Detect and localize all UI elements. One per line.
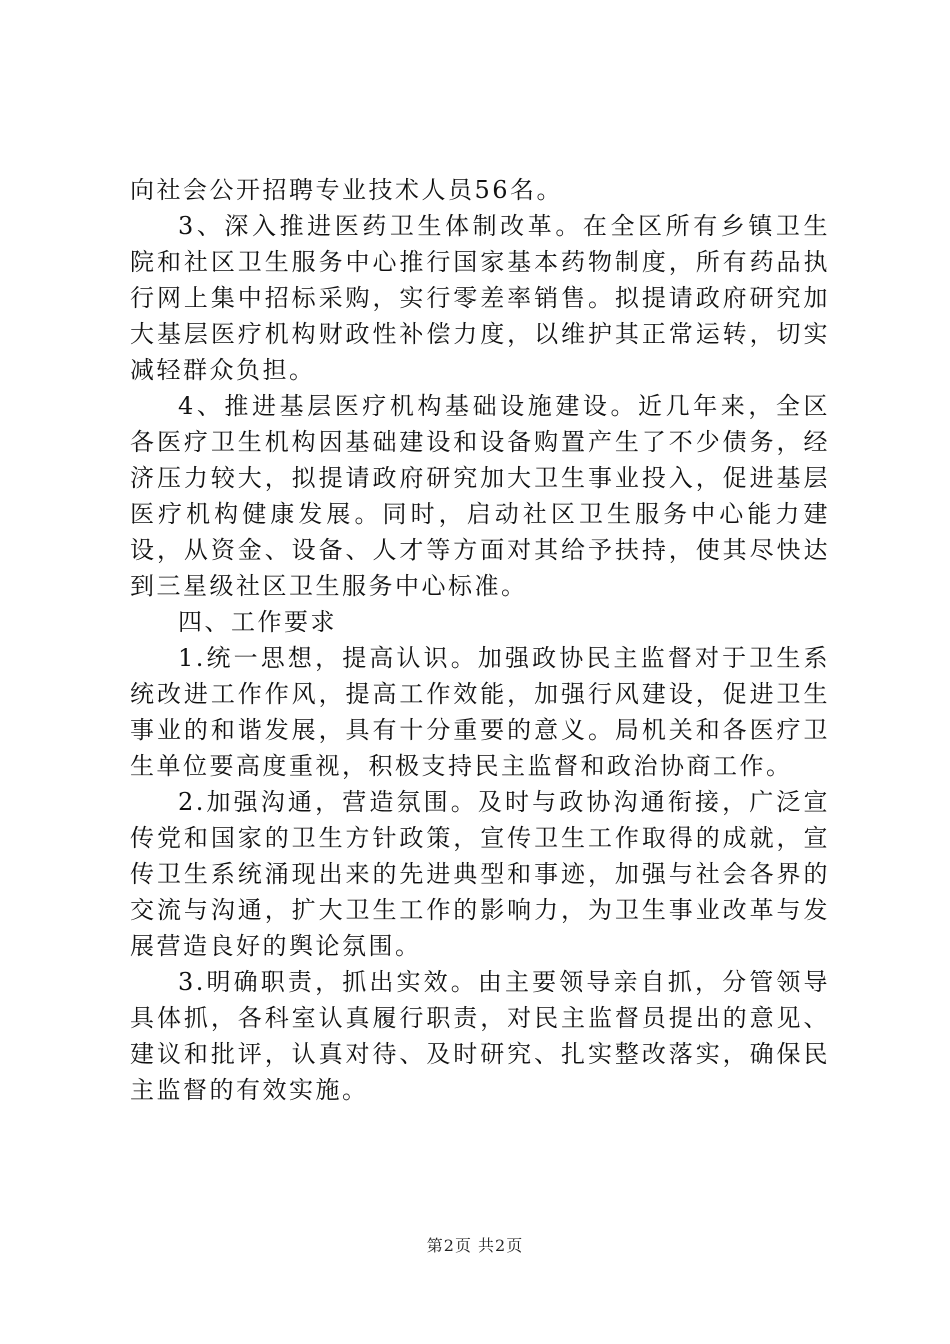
paragraph-requirement-3: 3.明确职责，抓出实效。由主要领导亲自抓，分管领导具体抓，各科室认真履行职责，对民主监督员提出的意见、建议和批评，认真对待、及时研究、扎实整改落实，确保民主监督的有效实施。 — [130, 968, 830, 1104]
paragraph-requirement-1: 1.统一思想，提高认识。加强政协民主监督对于卫生系统改进工作作风，提高工作效能，加强行风建设，促进卫生事业的和谐发展，具有十分重要的意义。局机关和各医疗卫生单位要高度重视，积极支持民主监督和政治协商工作。 — [130, 644, 830, 780]
paragraph-continuation: 向社会公开招聘专业技术人员56名。 — [130, 176, 564, 204]
paragraph-item-4: 4、推进基层医疗机构基础设施建设。近几年来，全区各医疗卫生机构因基础建设和设备购置产生了不少债务，经济压力较大，拟提请政府研究加大卫生事业投入，促进基层医疗机构健康发展。同时，启动社区卫生服务中心能力建设，从资金、设备、人才等方面对其给予扶持，使其尽快达到三星级社区卫生服务中心标准。 — [130, 392, 830, 600]
paragraph-requirement-2: 2.加强沟通，营造氛围。及时与政协沟通衔接，广泛宣传党和国家的卫生方针政策，宣传卫生工作取得的成就，宣传卫生系统涌现出来的先进典型和事迹，加强与社会各界的交流与沟通，扩大卫生工作的影响力，为卫生事业改革与发展营造良好的舆论氛围。 — [130, 788, 830, 960]
section-heading-requirements: 四、工作要求 — [178, 608, 337, 636]
document-body — [130, 172, 830, 1108]
paragraph-item-3: 3、深入推进医药卫生体制改革。在全区所有乡镇卫生院和社区卫生服务中心推行国家基本药物制度，所有药品执行网上集中招标采购，实行零差率销售。拟提请政府研究加大基层医疗机构财政性补偿力度，以维护其正常运转，切实减轻群众负担。 — [130, 212, 830, 384]
page-number-label: 第2页 共2页 — [426, 1236, 524, 1255]
page-footer — [0, 1236, 950, 1256]
